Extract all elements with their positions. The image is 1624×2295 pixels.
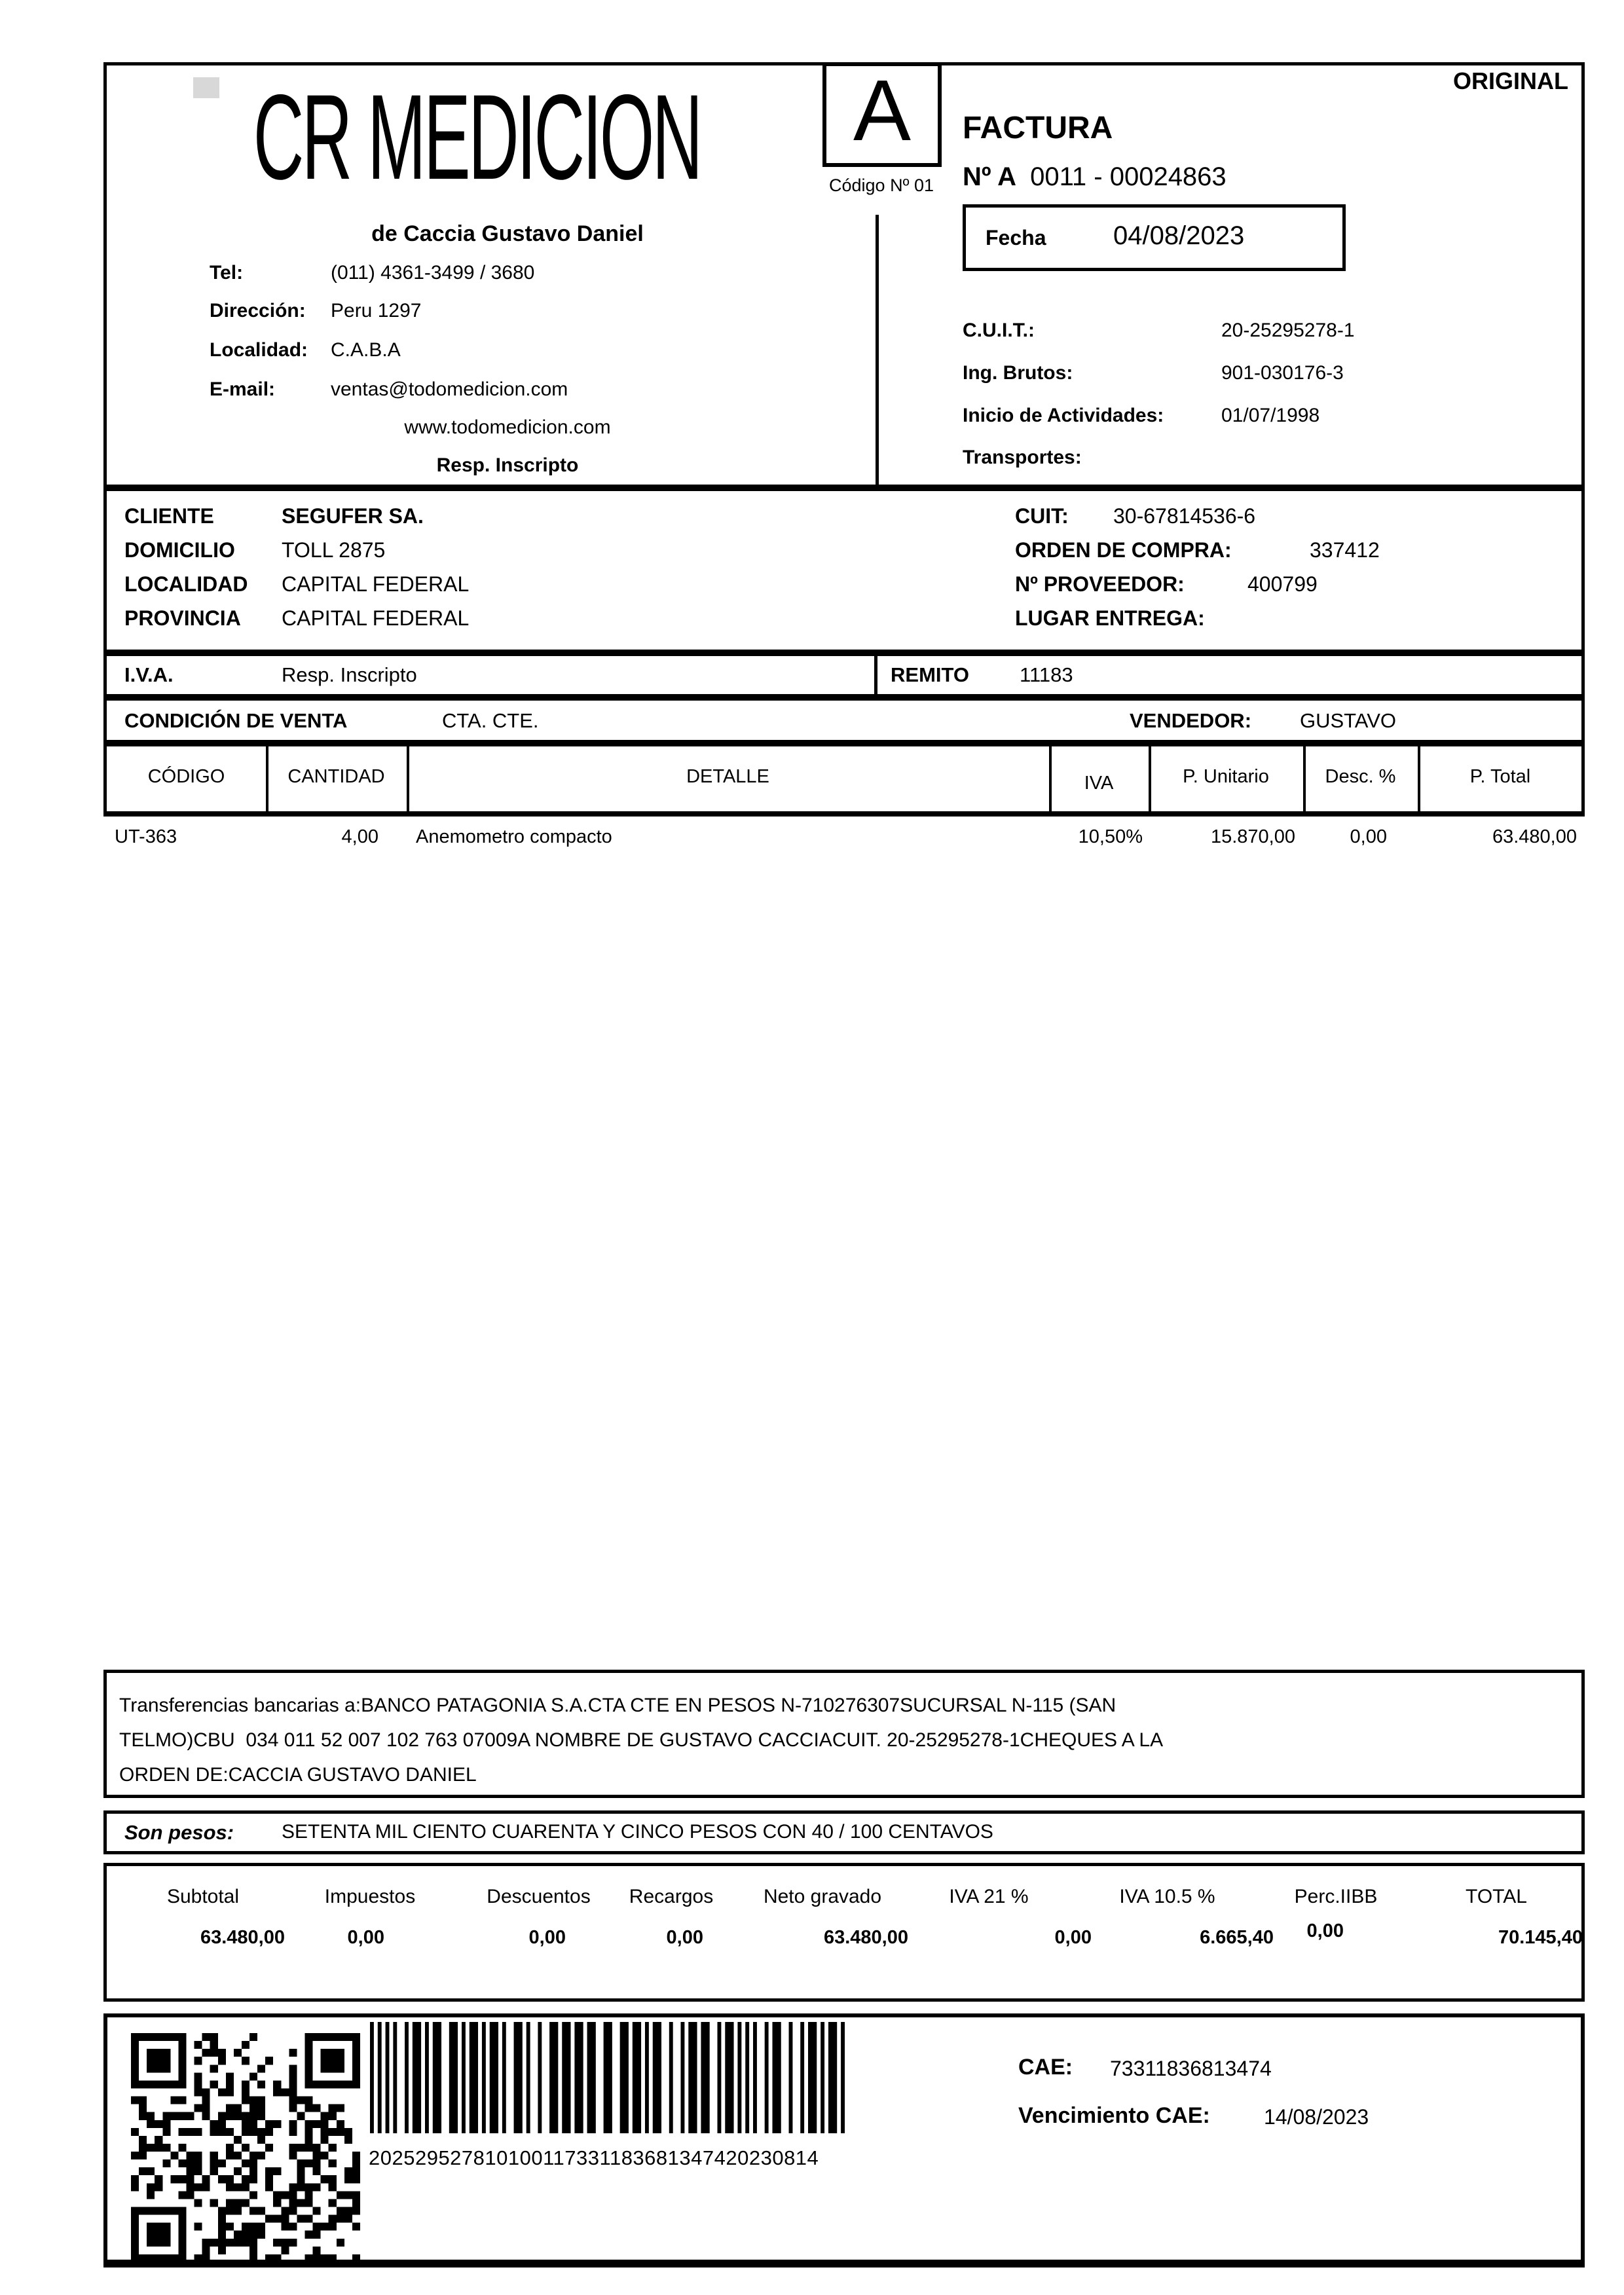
delivery-place-label: LUGAR ENTREGA: bbox=[1015, 606, 1205, 630]
activity-start-label: Inicio de Actividades: bbox=[963, 405, 1164, 426]
invoice-number: 0011 - 00024863 bbox=[1030, 162, 1227, 191]
total-label-impuestos: Impuestos bbox=[324, 1886, 416, 1907]
total-value-iva21: 0,00 bbox=[1054, 1927, 1092, 1948]
tel-label: Tel: bbox=[210, 262, 244, 284]
remito-number: 11183 bbox=[1020, 663, 1073, 686]
client-name: SEGUFER SA. bbox=[282, 504, 424, 528]
total-value-subtotal: 63.480,00 bbox=[200, 1927, 285, 1948]
company-website: www.todomedicion.com bbox=[404, 416, 611, 438]
col-header-cantidad: CANTIDAD bbox=[287, 766, 385, 787]
ing-brutos-label: Ing. Brutos: bbox=[963, 362, 1073, 384]
client-address: TOLL 2875 bbox=[282, 538, 386, 562]
cae-due-date: 14/08/2023 bbox=[1264, 2105, 1369, 2129]
item-p-unitario: 15.870,00 bbox=[1210, 826, 1295, 847]
city-value: C.A.B.A bbox=[331, 339, 401, 361]
total-label-recargos: Recargos bbox=[629, 1886, 714, 1907]
item-iva: 10,50% bbox=[1078, 826, 1143, 847]
cuit-value: 20-25295278-1 bbox=[1221, 320, 1355, 341]
company-owner: de Caccia Gustavo Daniel bbox=[371, 221, 644, 246]
invoice-letter: A bbox=[853, 62, 912, 158]
email-value: ventas@todomedicion.com bbox=[331, 378, 568, 400]
cae-label: CAE: bbox=[1018, 2055, 1073, 2080]
header-divider bbox=[876, 215, 879, 488]
total-label-subtotal: Subtotal bbox=[166, 1886, 240, 1907]
iva-value: Resp. Inscripto bbox=[282, 663, 417, 686]
city-label: Localidad: bbox=[210, 339, 308, 361]
tel-value: (011) 4361-3499 / 3680 bbox=[331, 262, 535, 284]
ing-brutos-value: 901-030176-3 bbox=[1221, 362, 1344, 384]
col-header-p-total: P. Total bbox=[1469, 766, 1531, 787]
activity-start-value: 01/07/1998 bbox=[1221, 405, 1320, 426]
sale-condition-value: CTA. CTE. bbox=[442, 709, 539, 732]
col-divider bbox=[1049, 746, 1052, 813]
total-label-neto-gravado: Neto gravado bbox=[763, 1886, 882, 1907]
col-header-iva: IVA bbox=[1084, 773, 1114, 794]
purchase-order-label: ORDEN DE COMPRA: bbox=[1015, 538, 1232, 562]
total-value-impuestos: 0,00 bbox=[347, 1927, 384, 1948]
amount-words-label: Son pesos: bbox=[124, 1821, 234, 1844]
email-label: E-mail: bbox=[210, 378, 276, 400]
total-value-iva105: 6.665,40 bbox=[1200, 1927, 1274, 1948]
transport-label: Transportes: bbox=[963, 447, 1082, 468]
cae-due-label: Vencimiento CAE: bbox=[1018, 2103, 1210, 2128]
iva-remito-divider bbox=[874, 653, 877, 697]
col-divider bbox=[266, 746, 268, 813]
barcode-number: 202529527810100117331183681347420230814 bbox=[369, 2146, 819, 2169]
client-cuit-label: CUIT: bbox=[1015, 504, 1069, 528]
client-label: CLIENTE bbox=[124, 504, 214, 528]
client-city-label: LOCALIDAD bbox=[124, 572, 248, 596]
client-city: CAPITAL FEDERAL bbox=[282, 572, 470, 596]
total-value-recargos: 0,00 bbox=[666, 1927, 703, 1948]
client-province-label: PROVINCIA bbox=[124, 606, 241, 630]
total-label-descuentos: Descuentos bbox=[487, 1886, 591, 1907]
total-label-perciibb: Perc.IIBB bbox=[1294, 1886, 1378, 1907]
client-cuit: 30-67814536-6 bbox=[1113, 504, 1256, 528]
total-label-iva21: IVA 21 % bbox=[949, 1886, 1029, 1907]
client-province: CAPITAL FEDERAL bbox=[282, 606, 470, 630]
amount-words-text: SETENTA MIL CIENTO CUARENTA Y CINCO PESOS CON 40 / 100 CENTAVOS bbox=[282, 1821, 993, 1843]
remito-label: REMITO bbox=[891, 663, 969, 686]
invoice-number-line bbox=[963, 162, 1227, 192]
total-label-iva105: IVA 10.5 % bbox=[1119, 1886, 1215, 1907]
supplier-number-label: Nº PROVEEDOR: bbox=[1015, 572, 1185, 596]
item-detalle: Anemometro compacto bbox=[416, 826, 612, 847]
total-value-total: 70.145,40 bbox=[1498, 1927, 1583, 1948]
col-header-desc: Desc. % bbox=[1325, 766, 1396, 787]
company-logo: CR MEDICION bbox=[253, 70, 701, 205]
col-divider bbox=[1149, 746, 1151, 813]
qr-code bbox=[131, 2033, 360, 2262]
bank-note-line-3: ORDEN DE:CACCIA GUSTAVO DANIEL bbox=[119, 1764, 477, 1786]
col-header-p-unitario: P. Unitario bbox=[1183, 766, 1269, 787]
invoice-letter-code: Código Nº 01 bbox=[829, 175, 934, 195]
item-cantidad: 4,00 bbox=[341, 826, 378, 847]
total-value-perciibb: 0,00 bbox=[1306, 1920, 1344, 1941]
item-desc: 0,00 bbox=[1350, 826, 1387, 847]
address-value: Peru 1297 bbox=[331, 300, 422, 321]
document-type: FACTURA bbox=[963, 111, 1113, 145]
bank-note-line-2: TELMO)CBU 034 011 52 007 102 763 07009A NOMBRE DE GUSTAVO CACCIACUIT. 20-25295278-1CHEQUES A LA bbox=[119, 1729, 1164, 1751]
barcode bbox=[370, 2022, 845, 2133]
copy-label: ORIGINAL bbox=[1453, 67, 1568, 94]
col-divider bbox=[407, 746, 409, 813]
address-label: Dirección: bbox=[210, 300, 306, 321]
item-codigo: UT-363 bbox=[115, 826, 177, 847]
bank-note-line-1: Transferencias bancarias a:BANCO PATAGONIA S.A.CTA CTE EN PESOS N-710276307SUCURSAL N-115 (SAN bbox=[119, 1695, 1116, 1716]
total-value-descuentos: 0,00 bbox=[528, 1927, 566, 1948]
vendor-label: VENDEDOR: bbox=[1130, 709, 1252, 732]
cuit-label: C.U.I.T.: bbox=[963, 320, 1035, 341]
col-header-codigo: CÓDIGO bbox=[147, 766, 225, 787]
total-label-total: TOTAL bbox=[1466, 1886, 1527, 1907]
company-tax-status: Resp. Inscripto bbox=[436, 454, 579, 476]
date-label: Fecha bbox=[986, 226, 1046, 249]
item-p-total: 63.480,00 bbox=[1492, 826, 1577, 847]
scan-artifact bbox=[193, 77, 219, 98]
cae-number: 73311836813474 bbox=[1110, 2057, 1272, 2080]
col-divider bbox=[1303, 746, 1306, 813]
sale-condition-label: CONDICIÓN DE VENTA bbox=[124, 709, 348, 732]
total-value-neto-gravado: 63.480,00 bbox=[823, 1927, 908, 1948]
date-value: 04/08/2023 bbox=[1113, 221, 1245, 250]
col-header-detalle: DETALLE bbox=[686, 766, 769, 787]
col-divider bbox=[1418, 746, 1420, 813]
invoice-number-label: Nº A bbox=[963, 162, 1017, 191]
purchase-order: 337412 bbox=[1310, 538, 1380, 562]
vendor-name: GUSTAVO bbox=[1300, 709, 1396, 732]
iva-label: I.V.A. bbox=[124, 663, 174, 686]
supplier-number: 400799 bbox=[1247, 572, 1318, 596]
client-address-label: DOMICILIO bbox=[124, 538, 235, 562]
